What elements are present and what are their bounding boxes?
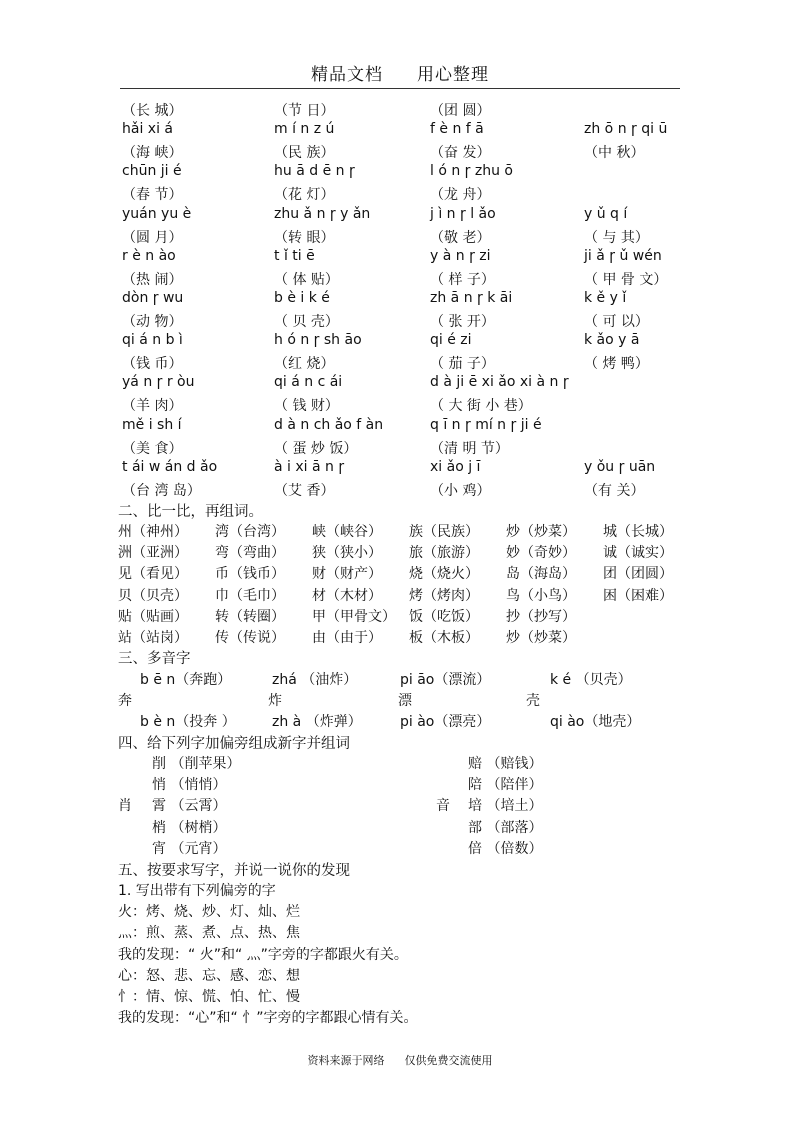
cell: 由（由于） xyxy=(312,630,382,646)
cell: 心：怒、悲、忘、感、恋、想 xyxy=(118,967,300,984)
cell: y ǒu ɼ uān xyxy=(584,458,656,475)
text-row xyxy=(118,627,678,648)
text-row xyxy=(118,669,678,690)
cell: （花 灯） xyxy=(274,187,335,204)
cell: （奋 发） xyxy=(430,145,491,162)
cell: 板（木板） xyxy=(409,630,479,646)
cell: 奔 xyxy=(118,693,132,710)
cell: （敬 老） xyxy=(430,229,491,246)
cell: （美 食） xyxy=(122,440,183,457)
cell: r è n ào xyxy=(122,247,176,264)
cell: （ 贝 壳） xyxy=(274,314,339,330)
cell: （中 秋） xyxy=(584,145,645,162)
section-3-heading: 三、多音字 xyxy=(118,651,191,667)
cell: 忄：情、惊、慌、怕、忙、慢 xyxy=(118,989,300,1005)
cell: yuán yu è xyxy=(122,205,192,222)
cell: 漂 xyxy=(398,693,412,710)
cell: 甲（甲骨文） xyxy=(312,608,396,625)
cell: t ǐ ti ē xyxy=(274,247,315,264)
text-row xyxy=(118,880,678,901)
header-right: 用心整理 xyxy=(417,65,489,85)
text-row xyxy=(118,1007,678,1028)
text-row xyxy=(122,459,682,480)
text-row xyxy=(118,606,678,627)
cell: （民 族） xyxy=(274,145,335,162)
cell: 贝（贝壳） xyxy=(118,587,188,604)
cell: （清 明 节） xyxy=(430,440,509,457)
cell: （春 节） xyxy=(122,187,183,204)
text-row xyxy=(122,332,682,353)
cell: 抄（抄写） xyxy=(506,608,576,625)
text-row xyxy=(122,121,682,142)
cell: zhu ǎ n ɼ y ǎn xyxy=(274,205,371,222)
cell: 诚（诚实） xyxy=(603,545,673,562)
cell: 狭（狭小） xyxy=(312,545,382,562)
cell: 倍 （倍数） xyxy=(468,840,543,857)
cell: 湾（台湾） xyxy=(215,524,285,540)
cell: 巾（毛巾） xyxy=(215,587,285,604)
page-footer xyxy=(0,1052,800,1068)
cell: mě i sh í xyxy=(122,416,182,433)
text-row xyxy=(118,542,678,563)
cell: 部 （部落） xyxy=(468,819,543,836)
cell: q ī n ɼ mí n ɼ ji é xyxy=(430,416,542,433)
text-row xyxy=(122,353,682,374)
text-row xyxy=(122,184,682,205)
text-row xyxy=(122,438,682,459)
cell: qi á n b ì xyxy=(122,332,183,349)
cell: chūn ji é xyxy=(122,163,182,180)
text-row xyxy=(118,690,678,711)
page-header xyxy=(0,60,800,85)
cell: （长 城） xyxy=(122,103,183,119)
text-row xyxy=(118,521,678,542)
cell: 赔 （赔钱） xyxy=(468,756,543,772)
text-row xyxy=(118,922,678,943)
cell: 我的发现：“心”和“ 忄”字旁的字都跟心情有关。 xyxy=(118,1010,418,1027)
cell: （节 日） xyxy=(274,103,335,119)
text-row xyxy=(118,585,678,606)
cell: 削 （削苹果） xyxy=(152,756,241,772)
cell: （钱 币） xyxy=(122,356,183,373)
cell: hu ā d ē n ɼ xyxy=(274,163,355,180)
cell: zh ā n ɼ k āi xyxy=(430,289,513,306)
cell: 城（长城） xyxy=(603,524,673,540)
cell: （动 物） xyxy=(122,314,183,330)
cell: f è n f ā xyxy=(430,121,484,138)
cell: 肖 xyxy=(118,798,132,815)
cell: （海 峡） xyxy=(122,145,183,162)
cell: （圆 月） xyxy=(122,229,183,246)
cell: （ 可 以） xyxy=(584,314,649,330)
cell: （团 圆） xyxy=(430,103,491,119)
cell: （热 闹） xyxy=(122,271,183,288)
cell: （转 眼） xyxy=(274,229,335,246)
cell: l ó n ɼ zhu ō xyxy=(430,163,513,180)
cell: b è n（投奔 ） xyxy=(140,714,236,731)
text-row xyxy=(118,711,678,732)
cell: qi ào（地壳） xyxy=(550,714,641,731)
text-row xyxy=(122,395,682,416)
text-row xyxy=(122,100,682,121)
cell: 岛（海岛） xyxy=(506,566,576,583)
cell: m í n z ú xyxy=(274,121,335,138)
text-row xyxy=(118,901,678,922)
footer-right: 仅供免费交流使用 xyxy=(404,1054,493,1067)
cell: （ 与 其） xyxy=(584,229,649,246)
cell: 陪 （陪伴） xyxy=(468,777,543,794)
cell: dòn ɼ wu xyxy=(122,289,184,306)
cell: k ǎo y ā xyxy=(584,332,640,349)
cell: （ 样 子） xyxy=(430,271,495,288)
text-row xyxy=(122,374,682,395)
cell: pi āo（漂流） xyxy=(400,672,491,688)
cell: 妙（奇妙） xyxy=(506,545,576,562)
text-row xyxy=(118,838,678,859)
cell: （艾 香） xyxy=(274,482,335,499)
cell: 材（木材） xyxy=(312,587,382,604)
text-row xyxy=(118,563,678,584)
cell: b ē n（奔跑） xyxy=(140,672,232,688)
cell: 转（转圈） xyxy=(215,608,285,625)
header-rule xyxy=(120,88,680,89)
cell: （羊 肉） xyxy=(122,398,183,415)
cell: pi ào（漂亮） xyxy=(400,714,491,731)
cell: 灬：煎、蒸、煮、点、热、焦 xyxy=(118,925,300,942)
text-row xyxy=(118,795,678,816)
text-row xyxy=(122,417,682,438)
text-row xyxy=(122,269,682,290)
cell: k é （贝壳） xyxy=(550,672,632,688)
cell: 悄 （悄悄） xyxy=(152,777,227,794)
cell: d à ji ē xi ǎo xi à n ɼ xyxy=(430,374,569,391)
cell: hǎi xi á xyxy=(122,121,173,138)
cell: （ 蛋 炒 饭） xyxy=(274,440,358,457)
text-row xyxy=(118,774,678,795)
cell: （有 关） xyxy=(584,482,645,499)
cell: （ 体 贴） xyxy=(274,271,339,288)
text-row xyxy=(118,817,678,838)
cell: 族（民族） xyxy=(409,524,479,540)
header-left: 精品文档 xyxy=(311,65,383,85)
cell: yá n ɼ r òu xyxy=(122,374,195,391)
cell: 鸟（小鸟） xyxy=(506,587,576,604)
cell: y ǔ q í xyxy=(584,205,628,222)
cell: 贴（贴画） xyxy=(118,608,188,625)
cell: zh ō n ɼ qi ū xyxy=(584,121,668,138)
cell: 宵 （元宵） xyxy=(152,840,227,857)
cell: ji ǎ ɼ ǔ wén xyxy=(584,247,662,264)
cell: 峡（峡谷） xyxy=(312,524,382,540)
cell: 1. 写出带有下列偏旁的字 xyxy=(118,883,276,899)
cell: b è i k é xyxy=(274,289,330,306)
text-row xyxy=(122,248,682,269)
cell: 烧（烧火） xyxy=(409,566,479,583)
cell: 弯（弯曲） xyxy=(215,545,285,562)
cell: 炒（炒菜） xyxy=(506,524,576,540)
cell: 我的发现：“ 火”和“ 灬”字旁的字都跟火有关。 xyxy=(118,946,408,963)
cell: （ 烤 鸭） xyxy=(584,356,649,373)
text-row xyxy=(122,290,682,311)
cell: zhá （油炸） xyxy=(272,672,358,688)
cell: 币（钱币） xyxy=(215,566,285,583)
cell: 火：烤、烧、炒、灯、灿、烂 xyxy=(118,904,300,921)
text-row xyxy=(122,480,682,501)
section-4-heading: 四、给下列字加偏旁组成新字并组词 xyxy=(118,736,350,752)
text-row xyxy=(122,163,682,184)
cell: 团（团圆） xyxy=(603,566,673,583)
cell: 传（传说） xyxy=(215,630,285,646)
cell: 财（财产） xyxy=(312,566,382,583)
cell: 烤（烤肉） xyxy=(409,587,479,604)
cell: xi ǎo j ī xyxy=(430,458,481,475)
cell: zh à （炸弹） xyxy=(272,714,362,731)
text-row xyxy=(122,311,682,332)
cell: 霄 （云霄） xyxy=(152,798,227,815)
cell: 炒（炒菜） xyxy=(506,630,576,646)
text-row xyxy=(122,227,682,248)
cell: y à n ɼ zi xyxy=(430,247,491,264)
cell: j ì n ɼ l ǎo xyxy=(430,205,496,222)
cell: 洲（亚洲） xyxy=(118,545,188,562)
cell: （ 茄 子） xyxy=(430,356,495,373)
cell: à i xi ā n ɼ xyxy=(274,458,345,475)
cell: qi á n c ái xyxy=(274,374,343,391)
text-row xyxy=(118,965,678,986)
cell: 见（看见） xyxy=(118,566,188,583)
section-5-heading: 五、按要求写字，并说一说你的发现 xyxy=(118,863,350,879)
cell: 站（站岗） xyxy=(118,630,188,646)
text-row xyxy=(118,753,678,774)
footer-left: 资料来源于网络 xyxy=(307,1054,385,1067)
cell: （ 甲 骨 文） xyxy=(584,271,668,288)
cell: 饭（吃饭） xyxy=(409,608,479,625)
cell: qi é zi xyxy=(430,332,472,349)
cell: t ái w án d ǎo xyxy=(122,458,218,475)
cell: h ó n ɼ sh āo xyxy=(274,332,362,349)
cell: d à n ch ǎo f àn xyxy=(274,416,384,433)
cell: （ 钱 财） xyxy=(274,398,339,415)
cell: 梢 （树梢） xyxy=(152,819,227,836)
text-row xyxy=(118,944,678,965)
cell: 炸 xyxy=(268,693,282,710)
cell: （红 烧） xyxy=(274,356,335,373)
cell: 音 xyxy=(436,798,450,815)
cell: 州（神州） xyxy=(118,524,188,540)
text-row xyxy=(118,986,678,1007)
cell: 旅（旅游） xyxy=(409,545,479,562)
cell: （龙 舟） xyxy=(430,187,491,204)
cell: 困（困难） xyxy=(603,587,673,604)
cell: k ě y ǐ xyxy=(584,289,627,306)
cell: （ 张 开） xyxy=(430,314,495,330)
text-row xyxy=(122,142,682,163)
cell: 壳 xyxy=(526,693,540,710)
cell: 培 （培土） xyxy=(468,798,543,815)
cell: （台 湾 岛） xyxy=(122,482,201,499)
text-row xyxy=(122,206,682,227)
cell: （ 大 街 小 巷） xyxy=(430,398,532,415)
cell: （小 鸡） xyxy=(430,482,491,499)
section-2-heading: 二、比一比，再组词。 xyxy=(118,504,263,520)
